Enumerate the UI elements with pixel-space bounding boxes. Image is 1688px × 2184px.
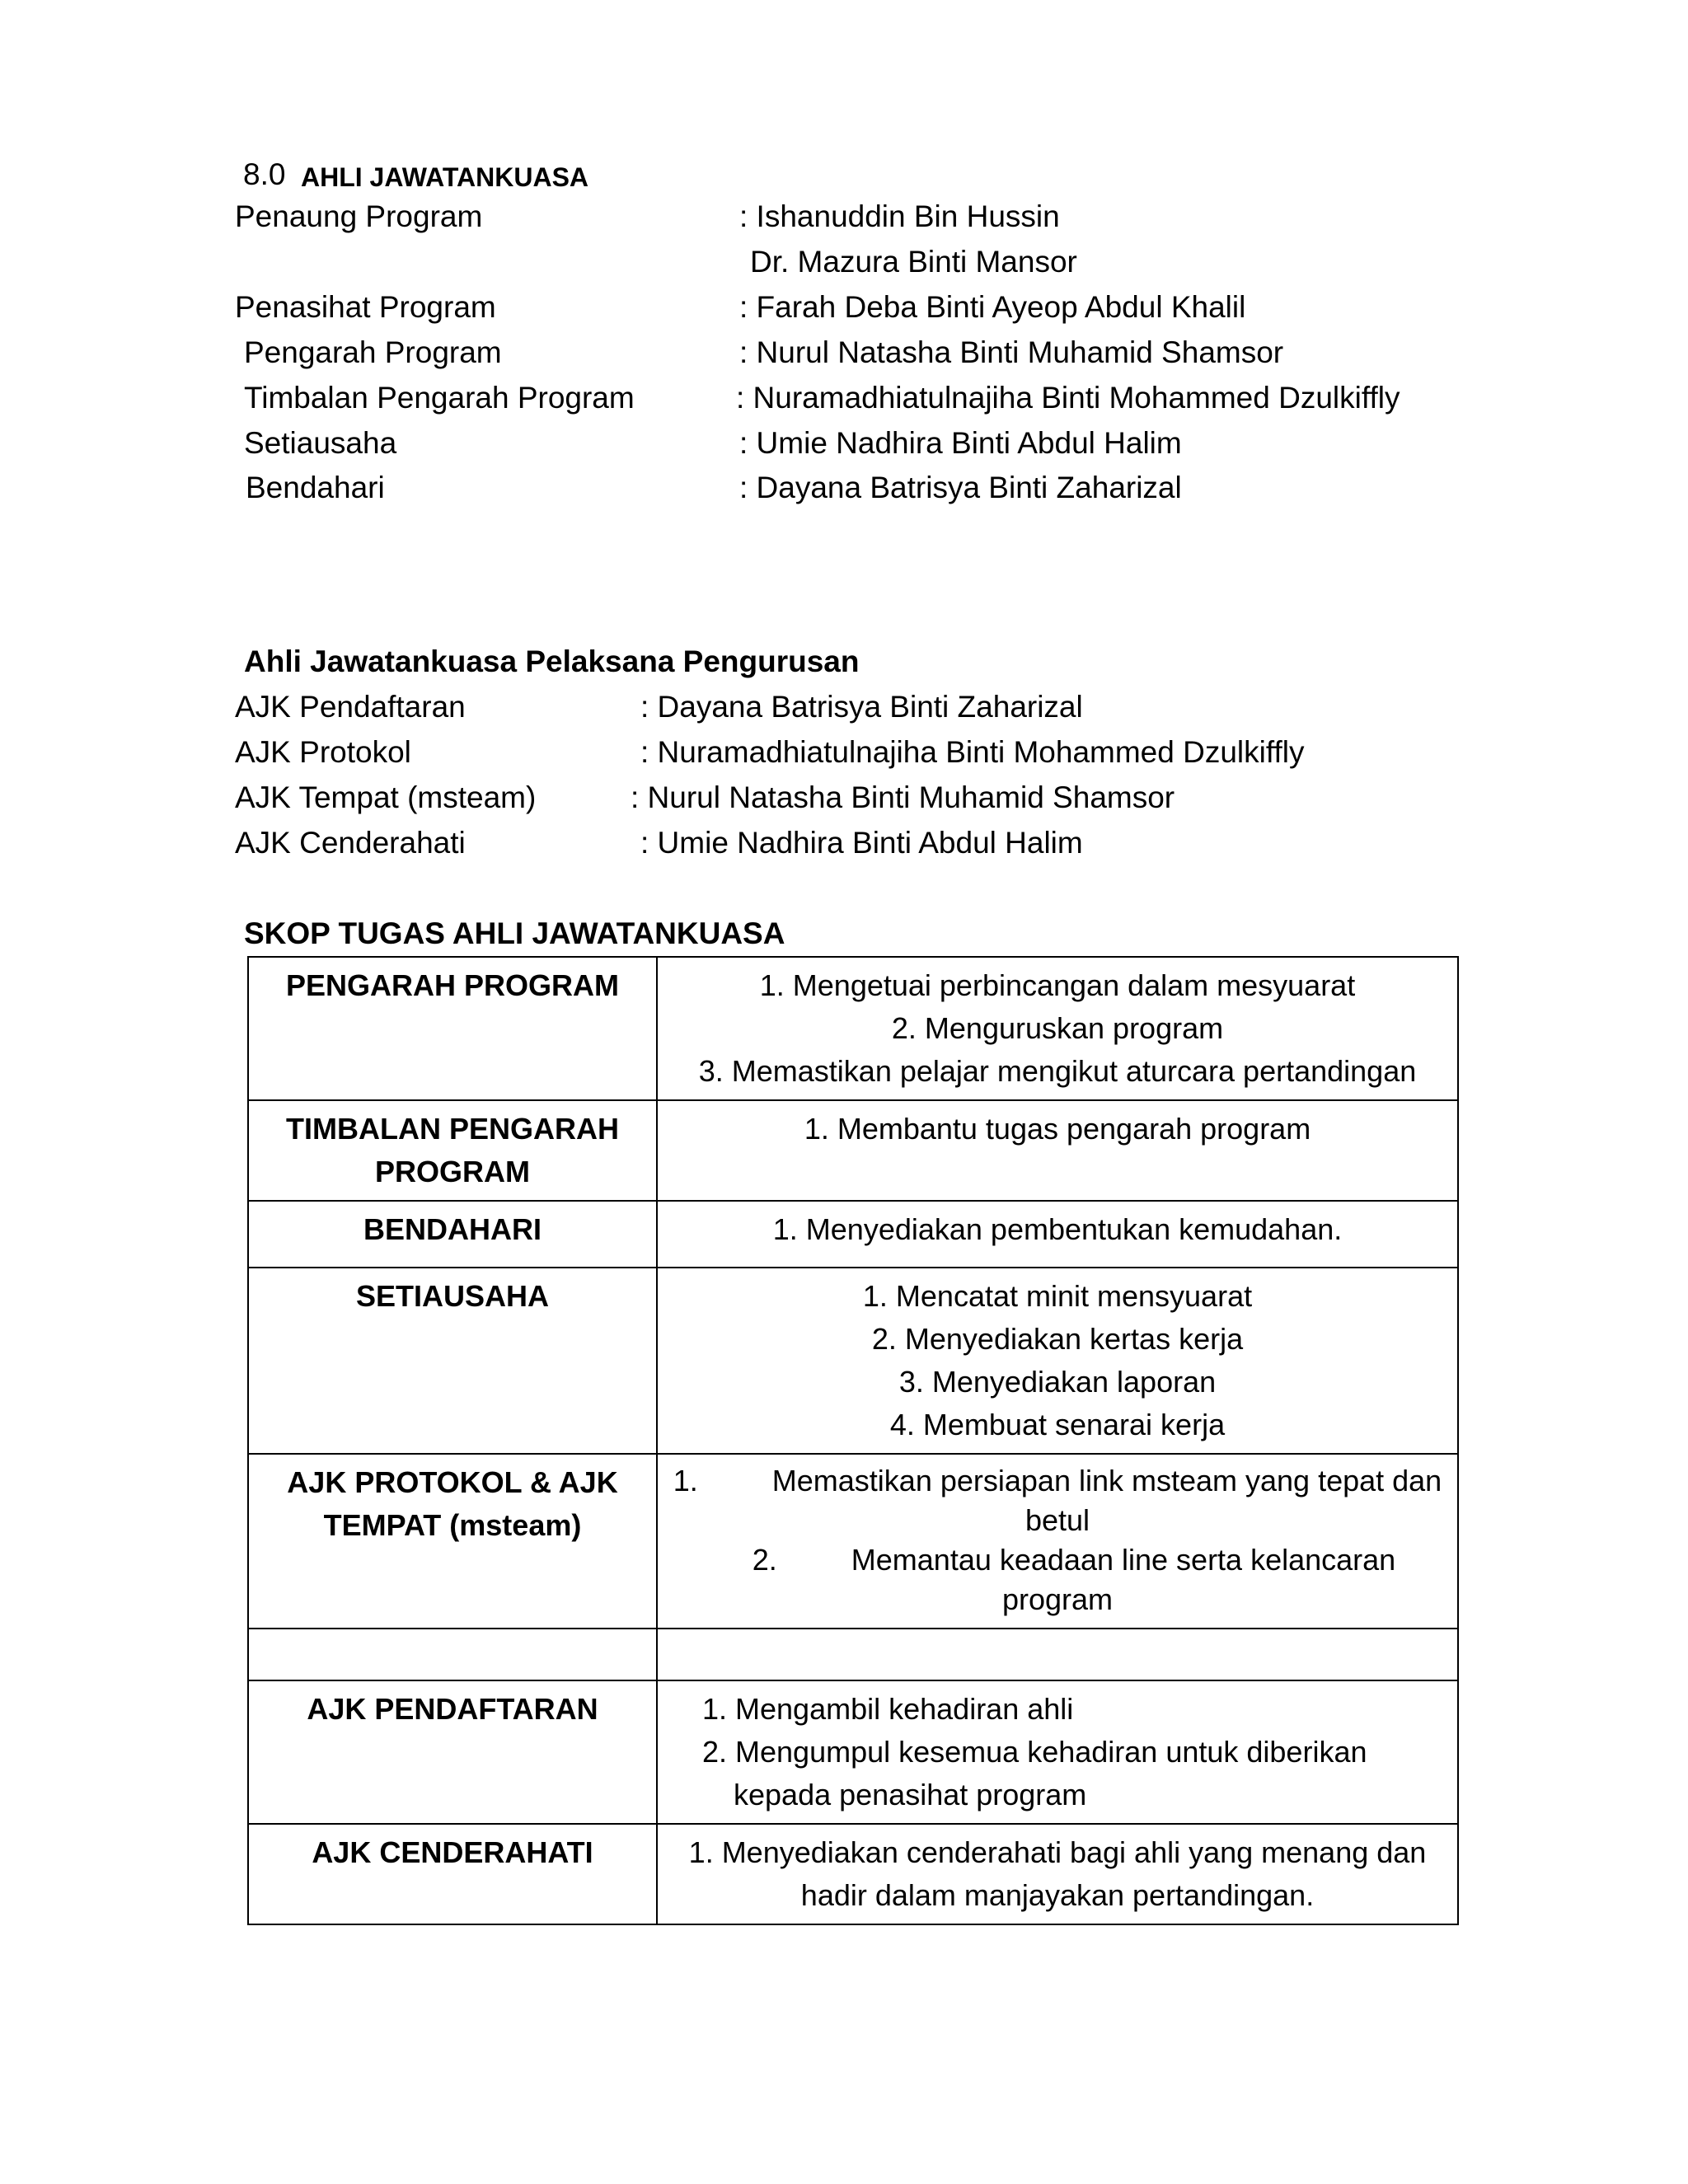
duty-item: [669, 1461, 1446, 1540]
table-row: [248, 1100, 1458, 1201]
exec-label-tempat: AJK Tempat (msteam): [235, 780, 537, 814]
duties-cell: [657, 1454, 1458, 1629]
committee-value-setiausaha: : Umie Nadhira Binti Abdul Halim: [739, 426, 1182, 460]
role-cell: TIMBALAN PENGARAH PROGRAM: [248, 1100, 657, 1201]
scope-table: [247, 956, 1459, 1925]
table-row: [248, 1454, 1458, 1629]
duty-item: 1. Mengambil kehadiran ahli: [702, 1692, 1074, 1726]
committee-label-pengarah: Pengarah Program: [244, 335, 502, 369]
duties-cell: [657, 957, 1458, 1100]
duty-item: 1. Membantu tugas pengarah program: [804, 1112, 1311, 1146]
duty-item: 2. Menguruskan program: [891, 1011, 1224, 1045]
duty-number: 2.: [752, 1543, 777, 1577]
duty-text: Memantau keadaan line serta kelancaran program: [851, 1543, 1396, 1616]
role-cell: BENDAHARI: [248, 1201, 657, 1268]
role-cell: SETIAUSAHA: [248, 1268, 657, 1454]
committee-label-bendahari: Bendahari: [246, 471, 385, 504]
duty-item: 3. Menyediakan laporan: [898, 1365, 1217, 1399]
table-row: [248, 1201, 1458, 1268]
table-row: [248, 1824, 1458, 1924]
duty-item: 4. Membuat senarai kerja: [889, 1408, 1226, 1441]
duties-cell: [657, 1680, 1458, 1824]
duty-item: 1. Mengetuai perbincangan dalam mesyuarat: [759, 968, 1356, 1002]
duty-number: 1.: [673, 1464, 698, 1497]
duty-item: 1. Menyediakan pembentukan kemudahan.: [772, 1212, 1343, 1246]
duties-cell: [657, 1629, 1458, 1680]
exec-value-protokol: : Nuramadhiatulnajiha Binti Mohammed Dzulkiffly: [640, 735, 1305, 769]
committee-value-bendahari: : Dayana Batrisya Binti Zaharizal: [739, 471, 1182, 504]
committee-value-pengarah: : Nurul Natasha Binti Muhamid Shamsor: [739, 335, 1284, 369]
committee-label-penaung: Penaung Program: [235, 199, 483, 233]
duties-cell: [657, 1201, 1458, 1268]
exec-value-cenderahati: : Umie Nadhira Binti Abdul Halim: [640, 826, 1083, 860]
committee-value-penaung: : Ishanuddin Bin Hussin: [739, 199, 1060, 233]
committee-label-setiausaha: Setiausaha: [244, 426, 397, 460]
duty-item: 1. Mencatat minit mensyuarat: [862, 1279, 1253, 1313]
duty-item: 3. Memastikan pelajar mengikut aturcara pertandingan: [698, 1054, 1417, 1088]
section-title: AHLI JAWATANKUASA: [301, 162, 589, 192]
table-row: [248, 1268, 1458, 1454]
duty-item: kepada penasihat program: [734, 1778, 1087, 1811]
committee-value-penasihat: : Farah Deba Binti Ayeop Abdul Khalil: [739, 290, 1246, 324]
exec-value-pendaftaran: : Dayana Batrisya Binti Zaharizal: [640, 690, 1083, 724]
committee-value-penaung-2: Dr. Mazura Binti Mansor: [750, 245, 1077, 279]
committee-label-timbalan: Timbalan Pengarah Program: [244, 381, 635, 415]
exec-value-tempat: : Nurul Natasha Binti Muhamid Shamsor: [631, 780, 1175, 814]
exec-label-protokol: AJK Protokol: [235, 735, 411, 769]
table-row: [248, 957, 1458, 1100]
table-row: [248, 1680, 1458, 1824]
role-cell: AJK PENDAFTARAN: [248, 1680, 657, 1824]
exec-label-pendaftaran: AJK Pendaftaran: [235, 690, 466, 724]
role-cell: PENGARAH PROGRAM: [248, 957, 657, 1100]
committee-label-penasihat: Penasihat Program: [235, 290, 496, 324]
scope-title: SKOP TUGAS AHLI JAWATANKUASA: [244, 916, 785, 950]
duty-item: 1. Menyediakan cenderahati bagi ahli yang menang dan hadir dalam manjayakan pertandingan.: [688, 1835, 1427, 1912]
duties-cell: [657, 1100, 1458, 1201]
duty-text: Memastikan persiapan link msteam yang tepat dan betul: [771, 1464, 1442, 1537]
duties-cell: [657, 1268, 1458, 1454]
duty-item: 2. Menyediakan kertas kerja: [871, 1322, 1244, 1356]
duty-item: 2. Mengumpul kesemua kehadiran untuk diberikan: [702, 1735, 1367, 1769]
role-cell: AJK CENDERAHATI: [248, 1824, 657, 1924]
table-row-empty: [248, 1629, 1458, 1680]
section-number: 8.0: [243, 157, 286, 191]
duties-cell: [657, 1824, 1458, 1924]
duty-item: [669, 1540, 1446, 1619]
role-cell: [248, 1629, 657, 1680]
exec-label-cenderahati: AJK Cenderahati: [235, 826, 466, 860]
role-cell: AJK PROTOKOL & AJK TEMPAT (msteam): [248, 1454, 657, 1629]
committee-value-timbalan: : Nuramadhiatulnajiha Binti Mohammed Dzulkiffly: [736, 381, 1400, 415]
exec-title: Ahli Jawatankuasa Pelaksana Pengurusan: [244, 644, 860, 678]
